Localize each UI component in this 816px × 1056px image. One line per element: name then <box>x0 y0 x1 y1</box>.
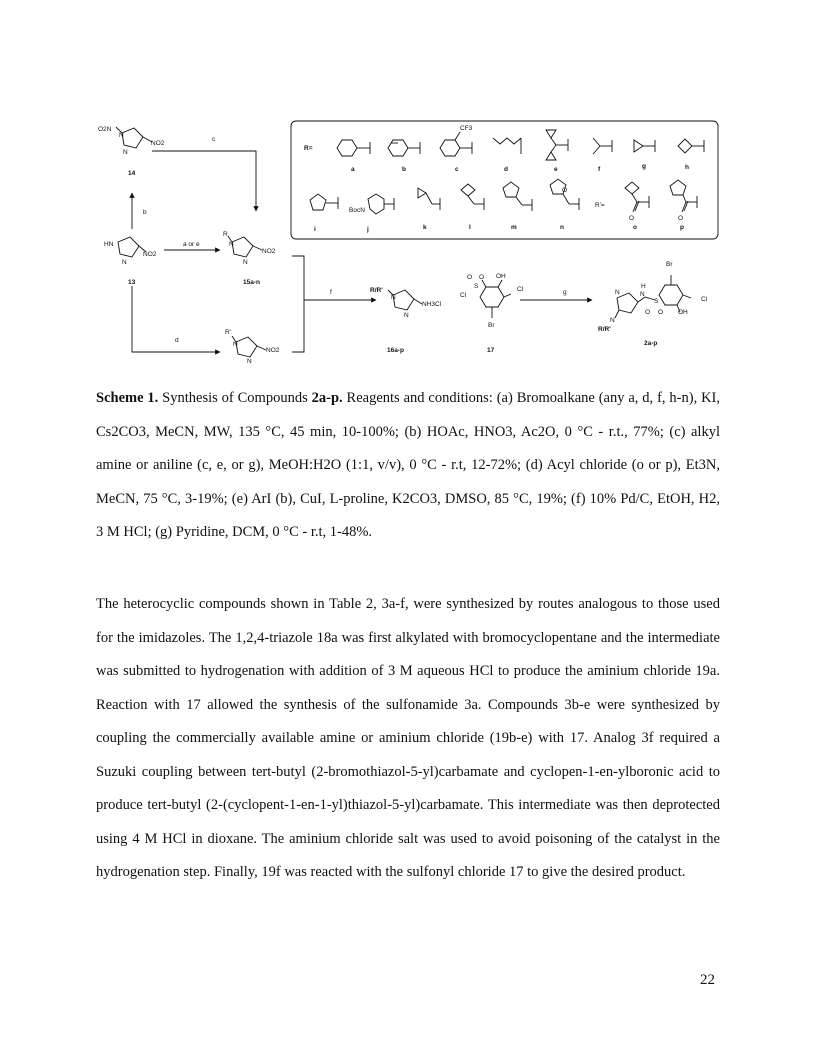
atom-r-15: R <box>223 231 228 238</box>
atom-n-15b: N <box>243 259 248 266</box>
caption-intro: Synthesis of Compounds <box>162 390 308 406</box>
atom-nh3cl: NH3Cl <box>422 301 442 308</box>
sub-label-m: m <box>511 224 517 231</box>
sub-label-l: l <box>469 224 471 231</box>
atom-oh-17: OH <box>496 273 506 280</box>
atom-n-14b: N <box>123 149 128 156</box>
atom-o-17a: O <box>467 274 473 281</box>
atom-rprime: R' <box>225 329 231 336</box>
reagent-b: b <box>143 209 147 216</box>
compound-17-label: 17 <box>487 347 495 354</box>
reagent-d: d <box>175 337 179 344</box>
sub-label-k: k <box>423 224 427 231</box>
sub-label-h: h <box>685 164 689 171</box>
caption-text: Reagents and conditions: (a) Bromoalkane (any a, d, f, h-n), KI, Cs2CO3, MeCN, MW, 135 °C, 45 min, 10-100%; (b) HOAc, HNO3, Ac2O, 0 °C - r.t., 77%; (c) alkyl amine or aniline (c, e, or g), MeOH:H2O (1:1, v/v), 0 °C - r.t, 12-72%; (d) Acyl chloride (o or p), Et3N, MeCN, 75 °C, 3-19%; (e) ArI (b), CuI, L-proline, K2CO3, DMSO, 85 °C, 19%; (f) 10% Pd/C, EtOH, H2, 3 M HCl; (g) Pyridine, DCM, 0 °C - r.t, 1-48%. <box>96 390 721 540</box>
reaction-scheme <box>0 0 816 370</box>
atom-n-2nh: N <box>640 291 645 298</box>
atom-n-2a: N <box>615 289 620 296</box>
atom-o2n: O2N <box>98 126 112 133</box>
atom-s-17: S <box>474 283 479 290</box>
ring-oxygen: O <box>562 187 568 194</box>
atom-cl-2: Cl <box>701 296 708 303</box>
atom-n-acyl-a: N <box>233 341 238 348</box>
atom-no2-14: NO2 <box>151 140 165 147</box>
atom-h-2: H <box>641 283 646 290</box>
sub-label-o: o <box>633 224 637 231</box>
atom-o-17b: O <box>479 274 485 281</box>
sub-label-g: g <box>642 163 646 170</box>
atom-rr-16: R/R' <box>370 287 383 294</box>
atom-n-14a: N <box>119 132 124 139</box>
sub-label-j: j <box>367 226 369 233</box>
atom-s-2: S <box>654 298 659 305</box>
sub-label-i: i <box>314 226 316 233</box>
page-number: 22 <box>700 972 715 988</box>
caption-compounds: 2a-p. <box>311 390 343 406</box>
atom-cl-17a: Cl <box>460 292 467 299</box>
compound-16-label: 16a-p <box>387 347 404 354</box>
atom-br-2: Br <box>666 261 673 268</box>
reagent-a-or-e: a or e <box>183 241 200 248</box>
atom-n-16b: N <box>404 312 409 319</box>
atom-hn-13: HN <box>104 241 114 248</box>
atom-no2-13: NO2 <box>143 251 157 258</box>
scheme-caption <box>96 382 720 550</box>
carbonyl-o-p: O <box>678 215 684 222</box>
sub-label-p: p <box>680 224 684 231</box>
atom-o-2a: O <box>645 309 651 316</box>
caption-lead: Scheme 1. <box>96 390 159 406</box>
atom-cl-17b: Cl <box>517 286 524 293</box>
reagent-f: f <box>330 289 332 296</box>
body-paragraph: The heterocyclic compounds shown in Table 2, 3a-f, were synthesized by routes analogous to those used for the imidazoles. The 1,2,4-triazole 18a was first alkylated with bromocyclopentane and the intermediate was submitted to hydrogenation with addition of 3 M aqueous HCl to produce the aminium chloride 19a. Reaction with 17 allowed the synthesis of the sulfonamide 3a. Compounds 3b-e were synthesized by coupling the commercially available amine or aminium chloride (19b-e) with 17. Analog 3f required a Suzuki coupling between tert-butyl (2-bromothiazol-5-yl)carbamate and cyclopen-1-en-ylboronic acid to produce tert-butyl (2-(cyclopent-1-en-1-yl)thiazol-5-yl)carbamate. This intermediate was then deprotected using 4 M HCl in dioxane. The aminium chloride salt was used to avoid poisoning of the catalyst in the hydrogenation step. Finally, 19f was reacted with the sulfonyl chloride 17 to give the desired product. <box>96 596 720 880</box>
atom-no2-15: NO2 <box>262 248 276 255</box>
atom-rr-2: R/R' <box>598 326 611 333</box>
sub-label-a: a <box>351 166 355 173</box>
sub-label-d: d <box>504 166 508 173</box>
r-label: R= <box>304 145 313 152</box>
atom-oh-2: OH <box>678 309 688 316</box>
compound-13-label: 13 <box>128 279 136 286</box>
sub-label-c: c <box>455 166 459 173</box>
reagent-c: c <box>212 136 216 143</box>
substituent-box <box>291 121 718 239</box>
r2-label: R'= <box>595 202 605 209</box>
cf3-group: CF3 <box>460 125 473 132</box>
compound-2-label: 2a-p <box>644 340 658 347</box>
atom-n-15a: N <box>229 241 234 248</box>
sub-label-n: n <box>560 224 564 231</box>
atom-n-13: N <box>122 259 127 266</box>
compound-15-label: 15a-n <box>243 279 260 286</box>
atom-no2-acyl: NO2 <box>266 347 280 354</box>
atom-br-17: Br <box>488 322 495 329</box>
atom-n-16a: N <box>391 294 396 301</box>
atom-o-2b: O <box>658 309 664 316</box>
reagent-g: g <box>563 289 567 296</box>
sub-label-e: e <box>554 166 558 173</box>
sub-label-b: b <box>402 166 406 173</box>
carbonyl-o-o: O <box>629 215 635 222</box>
atom-n-2b: N <box>610 317 615 324</box>
atom-n-acyl-b: N <box>247 358 252 365</box>
sub-label-f: f <box>598 166 601 173</box>
boc-group: BocN <box>349 207 365 214</box>
compound-14-label: 14 <box>128 170 136 177</box>
